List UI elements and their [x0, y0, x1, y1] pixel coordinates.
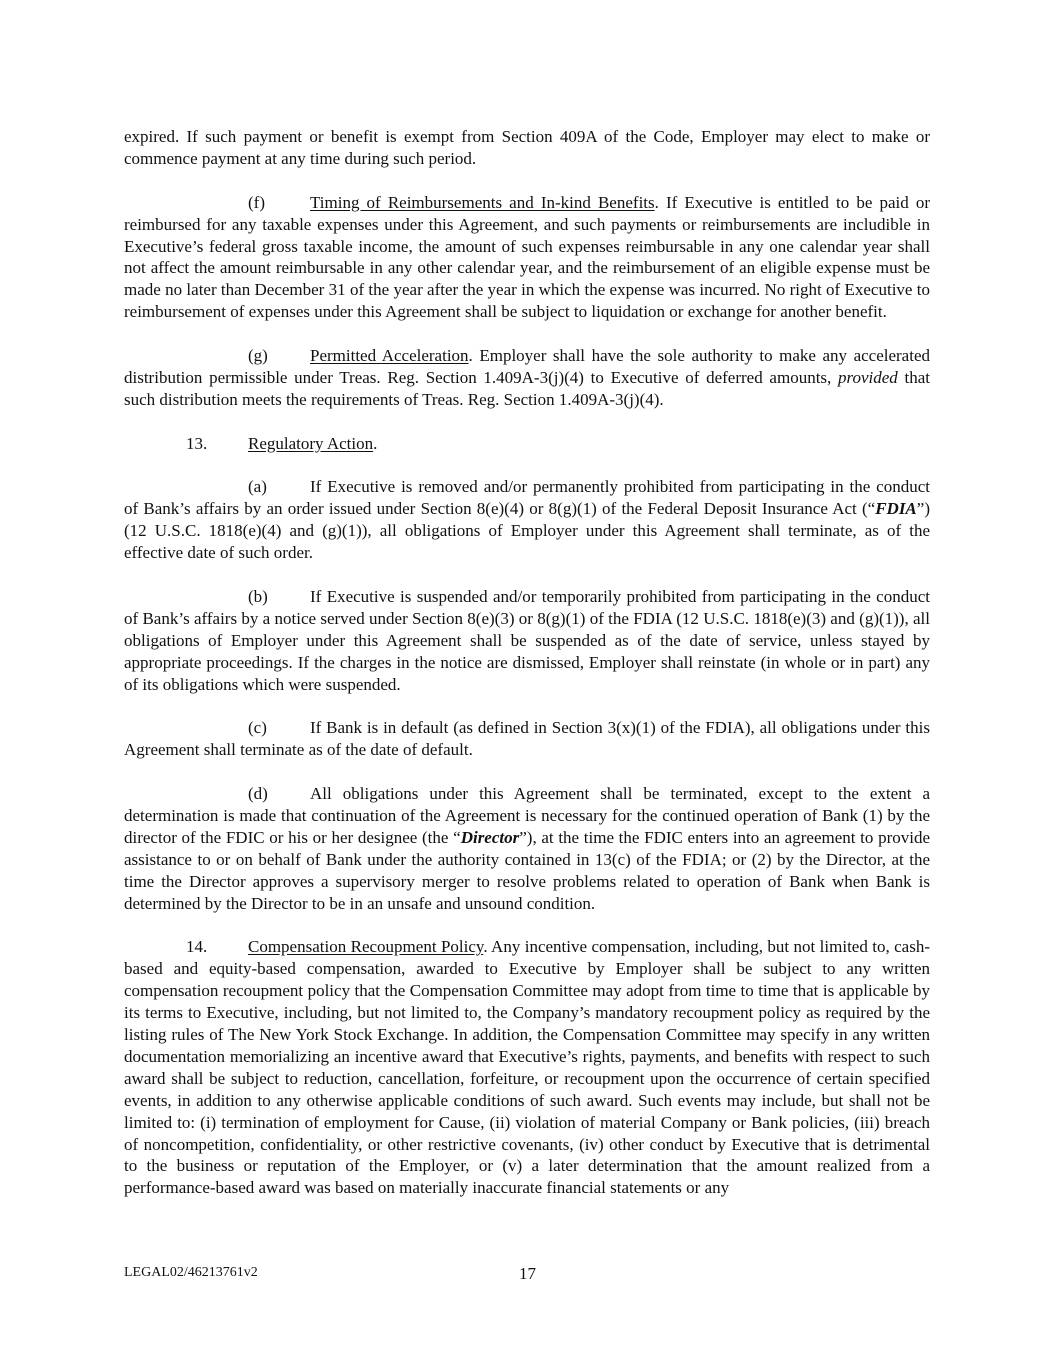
paragraph-13c: [124, 717, 930, 761]
paragraph-text: expired. If such payment or benefit is exempt from Section 409A of the Code, Employer may elect to make or commence payment at any time during such period.: [124, 127, 930, 168]
paragraph-text: All obligations under this Agreement shall be terminated, except to the extent a determination is made that continuation of the Agreement is necessary for the continued operation of Bank (1) by the director of the FDIC or his or her designee (the “: [124, 784, 930, 847]
section-13-heading: [124, 433, 930, 455]
paragraph-label: (a): [248, 477, 267, 497]
paragraph-text: that such distribution meets the requirements of Treas. Reg. Section 1.409A-3(j)(4).: [124, 367, 930, 409]
paragraph-text: If Bank is in default (as defined in Section 3(x)(1) of the FDIA), all obligations under this Agreement shall terminate as of the date of default.: [124, 718, 930, 760]
document-body: [124, 126, 930, 1221]
paragraph-heading: Permitted Acceleration: [310, 346, 469, 366]
section-heading-period: .: [373, 433, 378, 453]
section-14: [124, 936, 930, 1199]
paragraph-label: (g): [248, 346, 268, 366]
paragraph-text: If Executive is suspended and/or temporarily prohibited from participating in the conduct of Bank’s affairs by a notice served under Section 8(e)(3) or 8(g)(1) of the FDIA (12 U.S.C. 1818(e)(3) and (g)(1)), all obligations of Employer under this Agreement shall be suspended as of the date of service, unless stayed by appropriate proceedings. If the charges in the notice are dismissed, Employer shall reinstate (in whole or in part) any of its obligations which were suspended.: [124, 586, 930, 694]
paragraph-heading: Timing of Reimbursements and In-kind Benefits: [310, 192, 655, 212]
section-heading: Regulatory Action: [248, 433, 374, 453]
italic-term: provided: [837, 367, 898, 387]
paragraph-continuation: [124, 126, 930, 170]
paragraph-13d: [124, 783, 930, 914]
paragraph-text: If Executive is removed and/or permanently prohibited from participating in the conduct of Bank’s affairs by an order issued under Section 8(e)(4) or 8(g)(1) of the Federal Deposit Insurance Act (“: [124, 477, 930, 519]
paragraph-text: . Employer shall have the sole authority to make any accelerated distribution permissible under Treas. Reg. Section 1.409A-3(j)(4) to Executive of deferred amounts,: [124, 346, 930, 387]
paragraph-label: (b): [248, 586, 268, 606]
defined-term: FDIA: [875, 499, 917, 519]
document-id: LEGAL02/46213761v2: [124, 1265, 258, 1280]
page-number: 17: [519, 1264, 536, 1283]
defined-term: Director: [460, 827, 520, 847]
paragraph-12g: [124, 345, 930, 411]
paragraph-13a: [124, 476, 930, 564]
section-number: 13.: [186, 433, 208, 453]
paragraph-label: (c): [248, 718, 267, 738]
paragraph-label: (f): [248, 192, 265, 212]
paragraph-text: ”) (12 U.S.C. 1818(e)(4) and (g)(1)), all obligations of Employer under this Agreement shall terminate, as of the effective date of such order.: [124, 499, 930, 563]
section-heading: Compensation Recoupment Policy: [248, 937, 484, 957]
paragraph-text: . If Executive is entitled to be paid or reimbursed for any taxable expenses under this Agreement, and such payments or reimbursements are includible in Executive’s federal gross taxable income, the amount of such expenses reimbursable in any one calendar year shall not affect the amount reimbursable in any other calendar year, and the reimbursement of an eligible expense must be made no later than December 31 of the year after the year in which the expense was incurred. No right of Executive to reimbursement of expenses under this Agreement shall be subject to liquidation or exchange for another benefit.: [124, 192, 931, 322]
paragraph-13b: [124, 586, 930, 696]
paragraph-label: (d): [248, 784, 268, 804]
paragraph-12f: [124, 192, 930, 323]
paragraph-text: ”), at the time the FDIC enters into an agreement to provide assistance to or on behalf of Bank under the authority contained in 13(c) of the FDIA; or (2) by the Director, at the time the Director approves a supervisory merger to resolve problems related to operation of Bank when Bank is determined by the Director to be in an unsafe and unsound condition.: [124, 827, 930, 913]
paragraph-text: . Any incentive compensation, including, but not limited to, cash-based and equity-based compensation, awarded to Executive by Employer shall be subject to any written compensation recoupment policy that the Compensation Committee may adopt from time to time that is applicable by its terms to Executive, including, but not limited to, the Company’s mandatory recoupment policy as required by the listing rules of The New York Stock Exchange. In addition, the Compensation Committee may specify in any written documentation memorializing an incentive award that Executive’s rights, payments, and benefits with respect to such award shall be subject to reduction, cancellation, forfeiture, or recoupment upon the occurrence of certain specified events, in addition to any otherwise applicable conditions of such award. Such events may include, but shall not be limited to: (i) termination of employment for Cause, (ii) violation of material Company or Bank policies, (iii) breach of noncompetition, confidentiality, or other restrictive covenants, (iv) other conduct by Executive that is detrimental to the business or reputation of the Employer, or (v) a later determination that the amount realized from a performance-based award was based on materially inaccurate financial statements or any: [124, 937, 930, 1198]
section-number: 14.: [186, 937, 208, 957]
